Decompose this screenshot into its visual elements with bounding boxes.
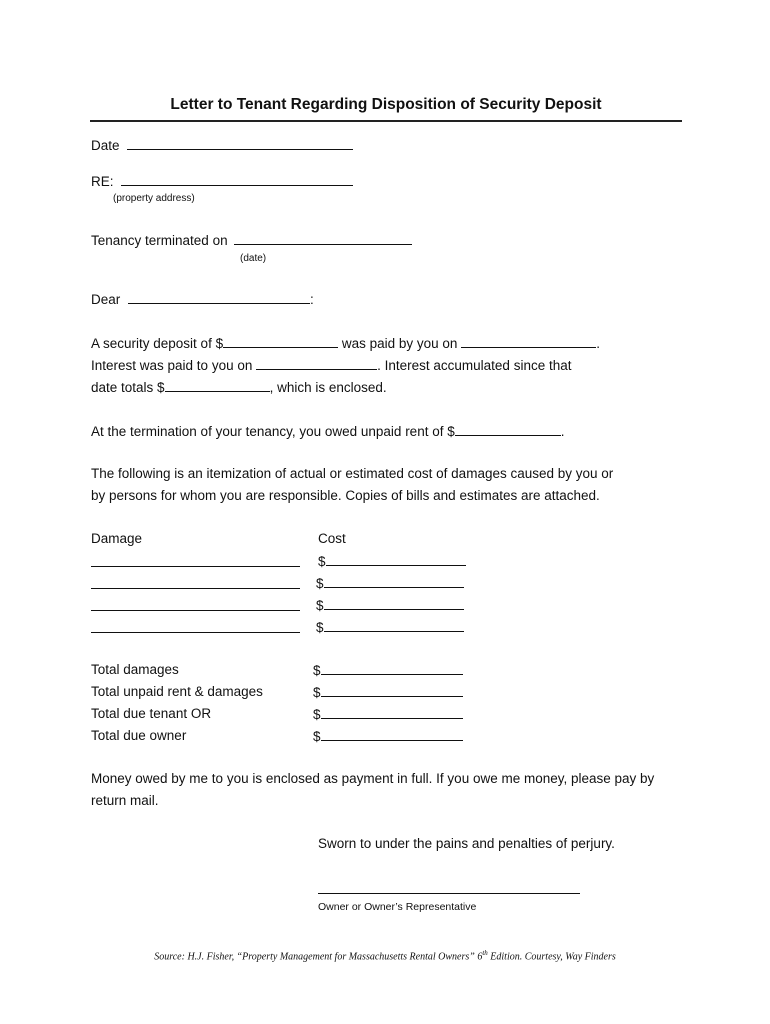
total-due-owner-row — [313, 727, 463, 746]
unpaid-rent-period: . — [560, 424, 565, 439]
damage-header: Damage — [91, 531, 143, 546]
re-row — [91, 172, 353, 191]
deposit-amount-field[interactable] — [223, 334, 338, 348]
dollar-sign: $ — [316, 620, 324, 635]
itemization-line-2: by persons for whom you are responsible. Copies of bills and estimates are attached. — [91, 488, 600, 503]
damage-cost-field[interactable] — [324, 596, 464, 610]
damage-item-field[interactable] — [91, 632, 300, 633]
cost-row — [316, 596, 464, 615]
damage-item-field[interactable] — [91, 610, 300, 611]
money-owed-line-1: Money owed by me to you is enclosed as payment in full. If you owe me money, please pay by — [91, 771, 655, 786]
total-rent-damages-field[interactable] — [321, 683, 463, 697]
damage-item-field[interactable] — [91, 566, 300, 567]
damage-cost-field[interactable] — [326, 552, 466, 566]
dollar-sign: $ — [313, 685, 321, 700]
total-due-owner-label: Total due owner — [91, 728, 187, 743]
total-due-tenant-row — [313, 705, 463, 724]
date-field[interactable] — [127, 136, 353, 150]
source-citation — [0, 949, 770, 962]
dollar-sign: $ — [313, 729, 321, 744]
tenancy-row — [91, 231, 412, 250]
cost-header: Cost — [318, 531, 346, 546]
deposit-line-1 — [91, 334, 600, 353]
damage-cost-field[interactable] — [324, 574, 464, 588]
source-prefix: Source: H.J. Fisher, “Property Management for Massachusetts Rental Owners” 6 — [154, 951, 483, 963]
dollar-sign: $ — [316, 598, 324, 613]
itemization-line-1: The following is an itemization of actual or estimated cost of damages caused by you or — [91, 466, 614, 481]
interest-paid-date-field[interactable] — [256, 356, 377, 370]
deposit-line-3 — [91, 378, 387, 397]
signature-field[interactable] — [318, 893, 580, 894]
deposit-text-1a: A security deposit of $ — [91, 336, 224, 351]
cost-row — [316, 618, 464, 637]
total-due-owner-field[interactable] — [321, 727, 463, 741]
date-row — [91, 136, 353, 155]
tenancy-date-field[interactable] — [234, 231, 412, 245]
dollar-sign: $ — [316, 576, 324, 591]
cost-row — [318, 552, 466, 571]
total-rent-damages-label: Total unpaid rent & damages — [91, 684, 263, 699]
total-due-tenant-label: Total due tenant OR — [91, 706, 212, 721]
deposit-text-3b: , which is enclosed. — [269, 380, 387, 395]
signature-label: Owner or Owner’s Representative — [318, 901, 477, 913]
page-title: Letter to Tenant Regarding Disposition of Security Deposit — [90, 94, 682, 122]
deposit-text-2b: . Interest accumulated since that — [377, 358, 572, 373]
deposit-line-2 — [91, 356, 571, 375]
date-label: Date — [91, 138, 120, 153]
damage-cost-field[interactable] — [324, 618, 464, 632]
deposit-text-3a: date totals $ — [91, 380, 165, 395]
money-owed-line-2: return mail. — [91, 793, 159, 808]
tenant-name-field[interactable] — [128, 290, 310, 304]
total-due-tenant-field[interactable] — [321, 705, 463, 719]
total-rent-damages-row — [313, 683, 463, 702]
deposit-text-2a: Interest was paid to you on — [91, 358, 253, 373]
dollar-sign: $ — [313, 707, 321, 722]
property-address-field[interactable] — [121, 172, 353, 186]
dear-colon: : — [310, 292, 314, 307]
total-damages-row — [313, 661, 463, 680]
unpaid-rent-text: At the termination of your tenancy, you owed unpaid rent of $ — [91, 424, 455, 439]
tenancy-label: Tenancy terminated on — [91, 233, 228, 248]
unpaid-rent-line — [91, 422, 565, 441]
source-sup: th — [482, 949, 488, 957]
interest-total-field[interactable] — [165, 378, 270, 392]
dear-row — [91, 290, 314, 309]
total-damages-field[interactable] — [321, 661, 463, 675]
deposit-text-1b: was paid by you on — [341, 336, 458, 351]
deposit-date-field[interactable] — [461, 334, 596, 348]
dear-label: Dear — [91, 292, 121, 307]
cost-row — [316, 574, 464, 593]
re-label: RE: — [91, 174, 114, 189]
dollar-sign: $ — [313, 663, 321, 678]
deposit-text-1c: . — [596, 336, 600, 351]
sworn-statement: Sworn to under the pains and penalties of perjury. — [318, 836, 615, 851]
damage-item-field[interactable] — [91, 588, 300, 589]
tenancy-date-note: (date) — [240, 253, 267, 264]
unpaid-rent-field[interactable] — [455, 422, 561, 436]
dollar-sign: $ — [318, 554, 326, 569]
source-suffix: Edition. Courtesy, Way Finders — [487, 951, 616, 963]
total-damages-label: Total damages — [91, 662, 179, 677]
property-address-note: (property address) — [113, 193, 195, 204]
